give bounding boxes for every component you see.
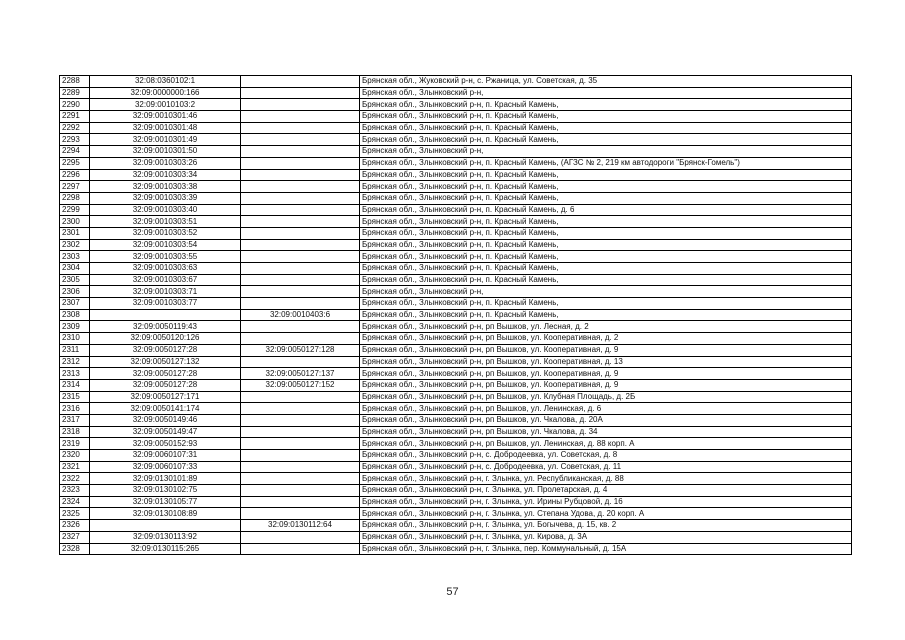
cadastral-number-cell: 32:08:0360102:1	[90, 76, 241, 88]
cadastral-number-cell: 32:09:0130101:89	[90, 473, 241, 485]
linked-cadastral-number-cell	[241, 321, 360, 333]
row-number-cell: 2315	[60, 391, 90, 403]
table-row	[60, 298, 852, 310]
address-cell: Брянская обл., Злынковский р-н, рп Вышков, ул. Чкалова, д. 34	[360, 426, 852, 438]
table-row	[60, 146, 852, 158]
table-row	[60, 473, 852, 485]
address-cell: Брянская обл., Злынковский р-н, с. Добродеевка, ул. Советская, д. 11	[360, 461, 852, 473]
cadastral-number-cell: 32:09:0010303:26	[90, 157, 241, 169]
row-number-cell: 2306	[60, 286, 90, 298]
linked-cadastral-number-cell	[241, 192, 360, 204]
row-number-cell: 2316	[60, 403, 90, 415]
table-row	[60, 368, 852, 380]
address-cell: Брянская обл., Злынковский р-н, п. Красный Камень,	[360, 111, 852, 123]
linked-cadastral-number-cell: 32:09:0050127:152	[241, 379, 360, 391]
linked-cadastral-number-cell	[241, 122, 360, 134]
address-cell: Брянская обл., Злынковский р-н, рп Вышков, ул. Кооперативная, д. 2	[360, 333, 852, 345]
address-cell: Брянская обл., Злынковский р-н, г. Злынка, пер. Коммунальный, д. 15А	[360, 543, 852, 555]
linked-cadastral-number-cell	[241, 543, 360, 555]
row-number-cell: 2303	[60, 251, 90, 263]
row-number-cell: 2314	[60, 379, 90, 391]
address-cell: Брянская обл., Злынковский р-н, п. Красный Камень,	[360, 298, 852, 310]
address-cell: Брянская обл., Злынковский р-н, п. Красный Камень, д. 6	[360, 204, 852, 216]
table-row	[60, 286, 852, 298]
address-cell: Брянская обл., Злынковский р-н, рп Вышков, ул. Чкалова, д. 20А	[360, 414, 852, 426]
linked-cadastral-number-cell	[241, 473, 360, 485]
row-number-cell: 2326	[60, 520, 90, 532]
address-cell: Брянская обл., Злынковский р-н, п. Красный Камень,	[360, 181, 852, 193]
address-cell: Брянская обл., Злынковский р-н, рп Вышков, ул. Ленинская, д. 88 корп. А	[360, 438, 852, 450]
address-cell: Брянская обл., Злынковский р-н, г. Злынка, ул. Кирова, д. 3А	[360, 531, 852, 543]
linked-cadastral-number-cell	[241, 356, 360, 368]
cadastral-number-cell	[90, 520, 241, 532]
linked-cadastral-number-cell	[241, 496, 360, 508]
row-number-cell: 2295	[60, 157, 90, 169]
linked-cadastral-number-cell	[241, 111, 360, 123]
row-number-cell: 2310	[60, 333, 90, 345]
address-cell: Брянская обл., Злынковский р-н, п. Красный Камень,	[360, 99, 852, 111]
cadastral-number-cell: 32:09:0050120:126	[90, 333, 241, 345]
row-number-cell: 2302	[60, 239, 90, 251]
cadastral-number-cell: 32:09:0050152:93	[90, 438, 241, 450]
table-row	[60, 450, 852, 462]
row-number-cell: 2318	[60, 426, 90, 438]
table-row	[60, 263, 852, 275]
table-row	[60, 391, 852, 403]
linked-cadastral-number-cell	[241, 274, 360, 286]
linked-cadastral-number-cell	[241, 438, 360, 450]
table-row	[60, 356, 852, 368]
linked-cadastral-number-cell	[241, 181, 360, 193]
cadastral-number-cell: 32:09:0010301:48	[90, 122, 241, 134]
cadastral-number-cell: 32:09:0060107:33	[90, 461, 241, 473]
linked-cadastral-number-cell	[241, 134, 360, 146]
row-number-cell: 2311	[60, 344, 90, 356]
cadastral-number-cell: 32:09:0010103:2	[90, 99, 241, 111]
address-cell: Брянская обл., Злынковский р-н, с. Добродеевка, ул. Советская, д. 8	[360, 450, 852, 462]
table-row	[60, 87, 852, 99]
cadastral-number-cell: 32:09:0010303:40	[90, 204, 241, 216]
linked-cadastral-number-cell	[241, 426, 360, 438]
page-number: 57	[446, 586, 459, 598]
table-row	[60, 379, 852, 391]
linked-cadastral-number-cell	[241, 263, 360, 275]
table-row	[60, 169, 852, 181]
address-cell: Брянская обл., Злынковский р-н, рп Вышков, ул. Кооперативная, д. 9	[360, 379, 852, 391]
table-row	[60, 181, 852, 193]
table-row	[60, 76, 852, 88]
row-number-cell: 2328	[60, 543, 90, 555]
cadastral-number-cell: 32:09:0130105:77	[90, 496, 241, 508]
cadastral-number-cell	[90, 309, 241, 321]
linked-cadastral-number-cell	[241, 485, 360, 497]
row-number-cell: 2288	[60, 76, 90, 88]
cadastral-number-cell: 32:09:0010301:46	[90, 111, 241, 123]
table-row	[60, 426, 852, 438]
cadastral-number-cell: 32:09:0010303:71	[90, 286, 241, 298]
address-cell: Брянская обл., Злынковский р-н, п. Красный Камень,	[360, 122, 852, 134]
cadastral-number-cell: 32:09:0010303:34	[90, 169, 241, 181]
row-number-cell: 2300	[60, 216, 90, 228]
address-cell: Брянская обл., Злынковский р-н, г. Злынка, ул. Республиканская, д. 88	[360, 473, 852, 485]
address-cell: Брянская обл., Злынковский р-н,	[360, 146, 852, 158]
address-cell: Брянская обл., Злынковский р-н, г. Злынка, ул. Ирины Рубцовой, д. 16	[360, 496, 852, 508]
address-cell: Брянская обл., Злынковский р-н, рп Вышков, ул. Ленинская, д. 6	[360, 403, 852, 415]
address-cell: Брянская обл., Злынковский р-н, г. Злынка, ул. Пролетарская, д. 4	[360, 485, 852, 497]
cadastral-number-cell: 32:09:0010303:77	[90, 298, 241, 310]
address-cell: Брянская обл., Злынковский р-н, п. Красный Камень,	[360, 216, 852, 228]
table-row	[60, 321, 852, 333]
linked-cadastral-number-cell	[241, 414, 360, 426]
linked-cadastral-number-cell: 32:09:0050127:128	[241, 344, 360, 356]
cadastral-number-cell: 32:09:0050127:28	[90, 379, 241, 391]
row-number-cell: 2325	[60, 508, 90, 520]
row-number-cell: 2292	[60, 122, 90, 134]
row-number-cell: 2323	[60, 485, 90, 497]
table-row	[60, 543, 852, 555]
table-row	[60, 461, 852, 473]
cadastral-number-cell: 32:09:0010301:50	[90, 146, 241, 158]
address-cell: Брянская обл., Злынковский р-н, п. Красный Камень,	[360, 169, 852, 181]
table-row	[60, 111, 852, 123]
address-cell: Брянская обл., Злынковский р-н, п. Красный Камень,	[360, 251, 852, 263]
address-cell: Брянская обл., Злынковский р-н, рп Вышков, ул. Клубная Площадь, д. 2Б	[360, 391, 852, 403]
linked-cadastral-number-cell	[241, 99, 360, 111]
table-row	[60, 99, 852, 111]
cadastral-number-cell: 32:09:0010301:49	[90, 134, 241, 146]
linked-cadastral-number-cell	[241, 239, 360, 251]
linked-cadastral-number-cell	[241, 531, 360, 543]
address-cell: Брянская обл., Злынковский р-н, рп Вышков, ул. Кооперативная, д. 13	[360, 356, 852, 368]
cadastral-number-cell: 32:09:0050127:28	[90, 344, 241, 356]
row-number-cell: 2290	[60, 99, 90, 111]
linked-cadastral-number-cell: 32:09:0050127:137	[241, 368, 360, 380]
table-row	[60, 122, 852, 134]
row-number-cell: 2304	[60, 263, 90, 275]
address-cell: Брянская обл., Жуковский р-н, с. Ржаница, ул. Советская, д. 35	[360, 76, 852, 88]
cadastral-number-cell: 32:09:0130108:89	[90, 508, 241, 520]
address-cell: Брянская обл., Злынковский р-н, рп Вышков, ул. Лесная, д. 2	[360, 321, 852, 333]
cadastral-number-cell: 32:09:0130115:265	[90, 543, 241, 555]
cadastral-number-cell: 32:09:0050141:174	[90, 403, 241, 415]
row-number-cell: 2296	[60, 169, 90, 181]
address-cell: Брянская обл., Злынковский р-н, п. Красный Камень,	[360, 274, 852, 286]
table-row	[60, 485, 852, 497]
row-number-cell: 2322	[60, 473, 90, 485]
linked-cadastral-number-cell	[241, 146, 360, 158]
table-row	[60, 531, 852, 543]
row-number-cell: 2305	[60, 274, 90, 286]
linked-cadastral-number-cell	[241, 450, 360, 462]
linked-cadastral-number-cell	[241, 298, 360, 310]
table-row	[60, 227, 852, 239]
address-cell: Брянская обл., Злынковский р-н, п. Красный Камень,	[360, 263, 852, 275]
table-row	[60, 496, 852, 508]
row-number-cell: 2320	[60, 450, 90, 462]
cadastral-number-cell: 32:09:0010303:51	[90, 216, 241, 228]
linked-cadastral-number-cell	[241, 87, 360, 99]
address-cell: Брянская обл., Злынковский р-н, г. Злынка, ул. Богычева, д. 15, кв. 2	[360, 520, 852, 532]
linked-cadastral-number-cell	[241, 76, 360, 88]
linked-cadastral-number-cell	[241, 169, 360, 181]
address-cell: Брянская обл., Злынковский р-н, п. Красный Камень,	[360, 134, 852, 146]
linked-cadastral-number-cell	[241, 391, 360, 403]
row-number-cell: 2289	[60, 87, 90, 99]
row-number-cell: 2291	[60, 111, 90, 123]
table-row	[60, 134, 852, 146]
linked-cadastral-number-cell: 32:09:0010403:6	[241, 309, 360, 321]
row-number-cell: 2294	[60, 146, 90, 158]
table-row	[60, 333, 852, 345]
address-cell: Брянская обл., Злынковский р-н, г. Злынка, ул. Степана Удова, д. 20 корп. А	[360, 508, 852, 520]
row-number-cell: 2299	[60, 204, 90, 216]
linked-cadastral-number-cell	[241, 286, 360, 298]
row-number-cell: 2312	[60, 356, 90, 368]
cadastral-number-cell: 32:09:0010303:63	[90, 263, 241, 275]
table-row	[60, 204, 852, 216]
cadastral-number-cell: 32:09:0010303:54	[90, 239, 241, 251]
table-row	[60, 239, 852, 251]
linked-cadastral-number-cell	[241, 461, 360, 473]
address-cell: Брянская обл., Злынковский р-н, п. Красный Камень,	[360, 227, 852, 239]
row-number-cell: 2317	[60, 414, 90, 426]
linked-cadastral-number-cell	[241, 157, 360, 169]
cadastral-number-cell: 32:09:0000000:166	[90, 87, 241, 99]
cadastral-number-cell: 32:09:0050119:43	[90, 321, 241, 333]
linked-cadastral-number-cell: 32:09:0130112:64	[241, 520, 360, 532]
address-cell: Брянская обл., Злынковский р-н, п. Красный Камень,	[360, 239, 852, 251]
address-cell: Брянская обл., Злынковский р-н,	[360, 87, 852, 99]
address-cell: Брянская обл., Злынковский р-н, рп Вышков, ул. Кооперативная, д. 9	[360, 368, 852, 380]
cadastral-number-cell: 32:09:0010303:38	[90, 181, 241, 193]
row-number-cell: 2293	[60, 134, 90, 146]
cadastral-number-cell: 32:09:0050127:132	[90, 356, 241, 368]
linked-cadastral-number-cell	[241, 227, 360, 239]
cadastral-number-cell: 32:09:0010303:39	[90, 192, 241, 204]
row-number-cell: 2308	[60, 309, 90, 321]
cadastral-number-cell: 32:09:0130102:75	[90, 485, 241, 497]
row-number-cell: 2319	[60, 438, 90, 450]
row-number-cell: 2301	[60, 227, 90, 239]
table-row	[60, 216, 852, 228]
address-cell: Брянская обл., Злынковский р-н, рп Вышков, ул. Кооперативная, д. 9	[360, 344, 852, 356]
linked-cadastral-number-cell	[241, 251, 360, 263]
table-row	[60, 274, 852, 286]
table-row	[60, 192, 852, 204]
linked-cadastral-number-cell	[241, 403, 360, 415]
cadastral-number-cell: 32:09:0060107:31	[90, 450, 241, 462]
linked-cadastral-number-cell	[241, 333, 360, 345]
row-number-cell: 2297	[60, 181, 90, 193]
row-number-cell: 2307	[60, 298, 90, 310]
linked-cadastral-number-cell	[241, 216, 360, 228]
cadastral-number-cell: 32:09:0050127:28	[90, 368, 241, 380]
linked-cadastral-number-cell	[241, 508, 360, 520]
property-table-body	[60, 76, 852, 555]
address-cell: Брянская обл., Злынковский р-н,	[360, 286, 852, 298]
table-row	[60, 251, 852, 263]
table-row	[60, 309, 852, 321]
address-cell: Брянская обл., Злынковский р-н, п. Красный Камень,	[360, 192, 852, 204]
cadastral-number-cell: 32:09:0130113:92	[90, 531, 241, 543]
address-cell: Брянская обл., Злынковский р-н, п. Красный Камень, (АГЗС № 2, 219 км автодороги "Брянск-Гомель")	[360, 157, 852, 169]
linked-cadastral-number-cell	[241, 204, 360, 216]
row-number-cell: 2309	[60, 321, 90, 333]
cadastral-number-cell: 32:09:0010303:55	[90, 251, 241, 263]
cadastral-number-cell: 32:09:0050127:171	[90, 391, 241, 403]
table-row	[60, 438, 852, 450]
cadastral-number-cell: 32:09:0050149:47	[90, 426, 241, 438]
row-number-cell: 2313	[60, 368, 90, 380]
table-row	[60, 520, 852, 532]
table-row	[60, 508, 852, 520]
row-number-cell: 2298	[60, 192, 90, 204]
cadastral-number-cell: 32:09:0050149:46	[90, 414, 241, 426]
row-number-cell: 2327	[60, 531, 90, 543]
address-cell: Брянская обл., Злынковский р-н, п. Красный Камень,	[360, 309, 852, 321]
row-number-cell: 2321	[60, 461, 90, 473]
property-table	[59, 75, 852, 555]
table-row	[60, 344, 852, 356]
table-row	[60, 414, 852, 426]
row-number-cell: 2324	[60, 496, 90, 508]
cadastral-number-cell: 32:09:0010303:52	[90, 227, 241, 239]
cadastral-number-cell: 32:09:0010303:67	[90, 274, 241, 286]
table-row	[60, 157, 852, 169]
table-row	[60, 403, 852, 415]
